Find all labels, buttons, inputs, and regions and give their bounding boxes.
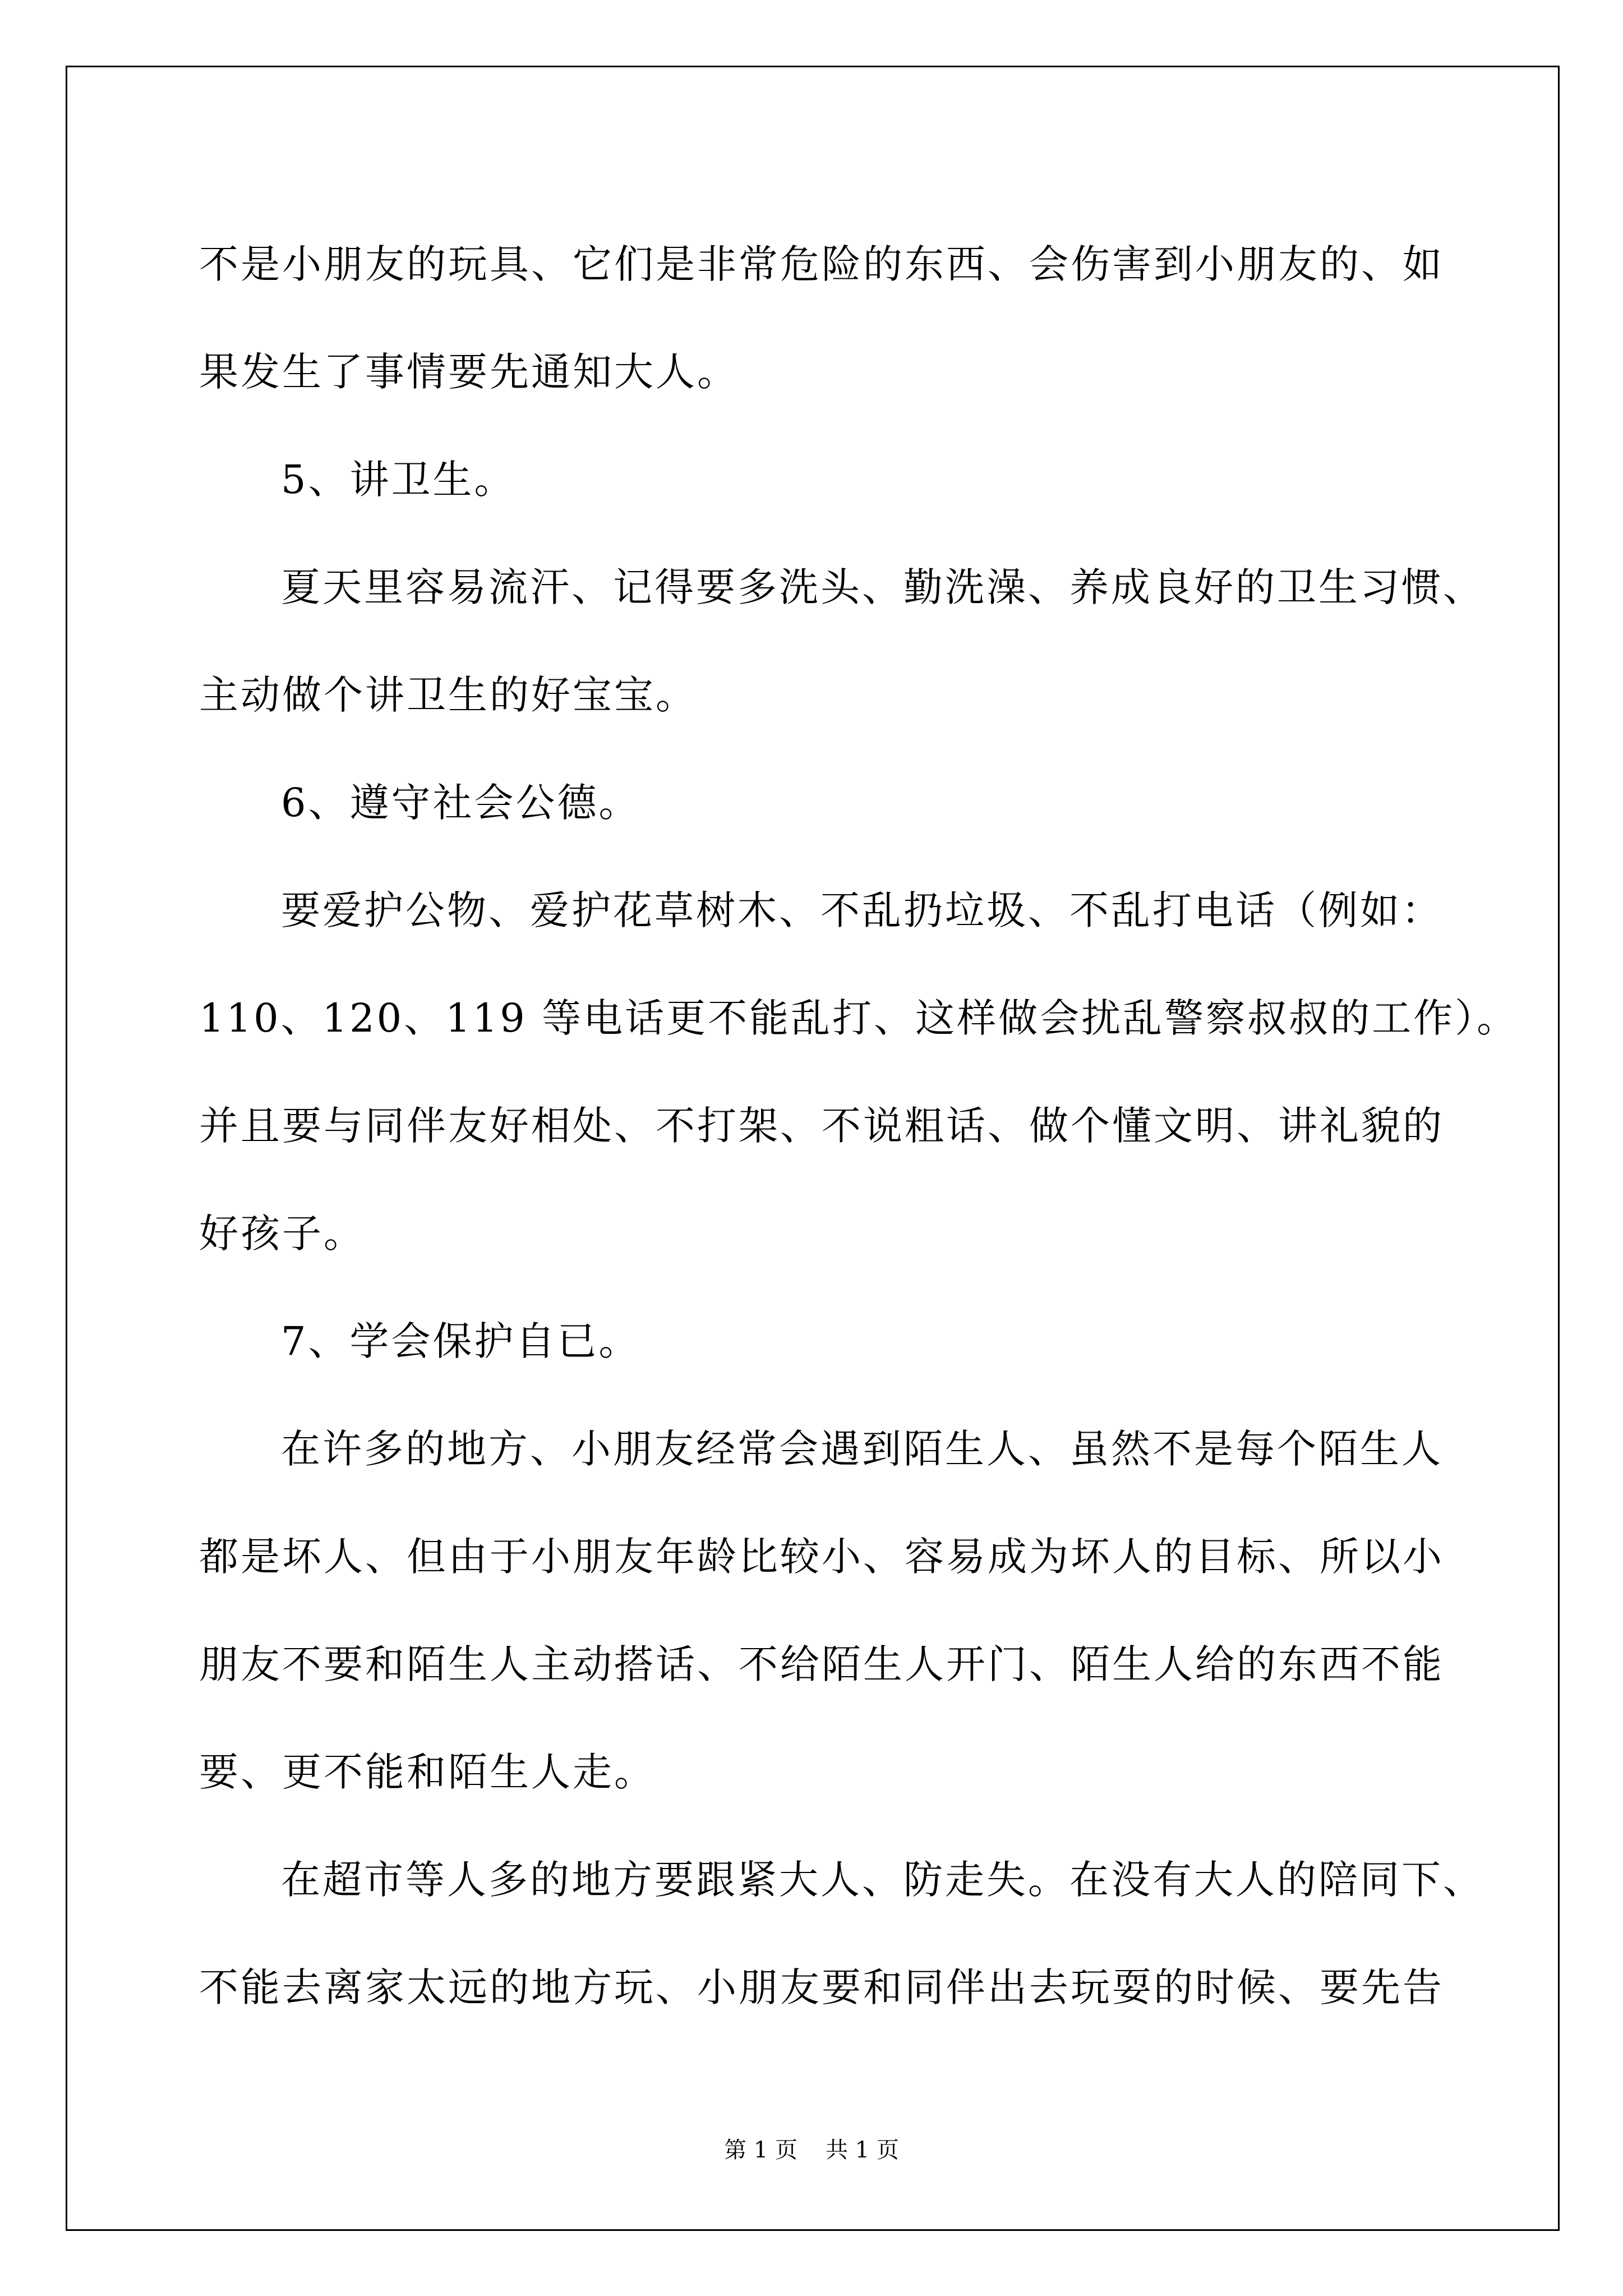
text-line: 要爱护公物、爱护花草树木、不乱扔垃圾、不乱打电话（例如： bbox=[281, 887, 1443, 933]
page-footer bbox=[0, 2134, 1623, 2166]
document-body bbox=[199, 210, 1519, 2041]
text-line: 都是坏人、但由于小朋友年龄比较小、容易成为坏人的目标、所以小 bbox=[199, 1534, 1444, 1580]
text-line: 夏天里容易流汗、记得要多洗头、勤洗澡、养成良好的卫生习惯、 bbox=[281, 564, 1484, 610]
text-line: 不能去离家太远的地方玩、小朋友要和同伴出去玩耍的时候、要先告 bbox=[199, 1964, 1444, 2010]
text-line: 主动做个讲卫生的好宝宝。 bbox=[199, 672, 697, 718]
text-line: 不是小朋友的玩具、它们是非常危险的东西、会伤害到小朋友的、如 bbox=[199, 241, 1444, 287]
section-heading-5: 5、讲卫生。 bbox=[281, 457, 516, 503]
text-line: 在超市等人多的地方要跟紧大人、防走失。在没有大人的陪同下、 bbox=[281, 1857, 1484, 1903]
text-line: 要、更不能和陌生人走。 bbox=[199, 1749, 656, 1795]
page-number-total: 共 1 页 bbox=[826, 2137, 899, 2163]
page-number-current: 第 1 页 bbox=[724, 2137, 797, 2163]
text-line: 110、120、119 等电话更不能乱打、这样做会扰乱警察叔叔的工作）。 bbox=[199, 995, 1519, 1041]
text-line: 朋友不要和陌生人主动搭话、不给陌生人开门、陌生人给的东西不能 bbox=[199, 1641, 1444, 1687]
section-heading-7: 7、学会保护自已。 bbox=[281, 1318, 640, 1364]
text-line: 好孩子。 bbox=[199, 1211, 365, 1257]
text-line: 在许多的地方、小朋友经常会遇到陌生人、虽然不是每个陌生人 bbox=[281, 1426, 1443, 1472]
section-heading-6: 6、遵守社会公德。 bbox=[281, 780, 640, 826]
text-line: 果发生了事情要先通知大人。 bbox=[199, 349, 739, 395]
text-lines bbox=[199, 210, 1519, 2041]
text-line: 并且要与同伴友好相处、不打架、不说粗话、做个懂文明、讲礼貌的 bbox=[199, 1103, 1444, 1149]
